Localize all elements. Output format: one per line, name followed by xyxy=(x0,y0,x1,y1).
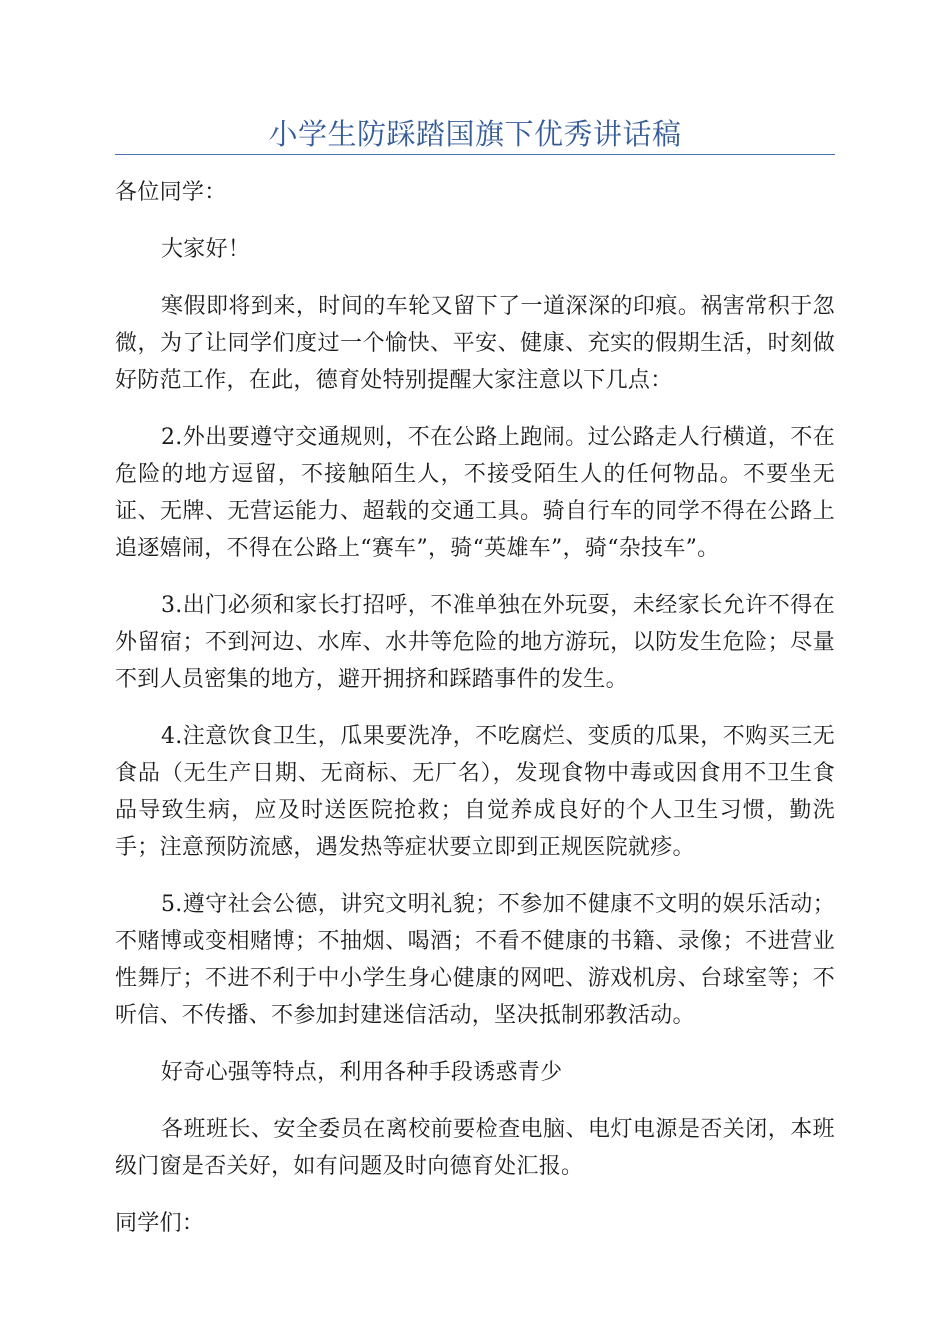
title-underline xyxy=(115,154,835,155)
closing-salutation-paragraph: 同学们： xyxy=(115,1211,205,1236)
document-body xyxy=(115,174,835,1262)
class-monitor-paragraph: 各班班长、安全委员在离校前要检查电脑、电灯电源是否关闭，本班级门窗是否关好，如有问题及时向德育处汇报。 xyxy=(115,1117,835,1179)
intro-paragraph: 寒假即将到来，时间的车轮又留下了一道深深的印痕。祸害常积于忽微，为了让同学们度过一个愉快、平安、健康、充实的假期生活，时刻做好防范工作，在此，德育处特别提醒大家注意以下几点： xyxy=(115,294,835,393)
point-3-paragraph: 3.出门必须和家长打招呼，不准单独在外玩耍，未经家长允许不得在外留宿；不到河边、水库、水井等危险的地方游玩，以防发生危险；尽量不到人员密集的地方，避开拥挤和踩踏事件的发生。 xyxy=(115,593,835,692)
greeting-paragraph: 大家好！ xyxy=(161,237,251,262)
document-page xyxy=(115,0,835,1344)
document-title: 小学生防踩踏国旗下优秀讲话稿 xyxy=(268,117,682,151)
point-2-paragraph: 2.外出要遵守交通规则，不在公路上跑闹。过公路走人行横道，不在危险的地方逗留，不接触陌生人，不接受陌生人的任何物品。不要坐无证、无牌、无营运能力、超载的交通工具。骑自行车的同学不得在公路上追逐嬉闹，不得在公路上“赛车”，骑“英雄车”，骑“杂技车”。 xyxy=(115,425,835,561)
salutation-paragraph: 各位同学： xyxy=(115,180,227,205)
point-4-paragraph: 4.注意饮食卫生，瓜果要洗净，不吃腐烂、变质的瓜果，不购买三无食品（无生产日期、无商标、无厂名），发现食物中毒或因食用不卫生食品导致生病，应及时送医院抢救；自觉养成良好的个人卫生习惯，勤洗手；注意预防流感，遇发热等症状要立即到正规医院就疹。 xyxy=(115,724,835,860)
point-5-paragraph: 5.遵守社会公德，讲究文明礼貌；不参加不健康不文明的娱乐活动；不赌博或变相赌博；不抽烟、喝酒；不看不健康的书籍、录像；不进营业性舞厅；不进不利于中小学生身心健康的网吧、游戏机房、台球室等；不听信、不传播、不参加封建迷信活动，坚决抵制邪教活动。 xyxy=(115,892,835,1028)
fragment-paragraph: 好奇心强等特点，利用各种手段诱惑青少 xyxy=(161,1060,563,1085)
